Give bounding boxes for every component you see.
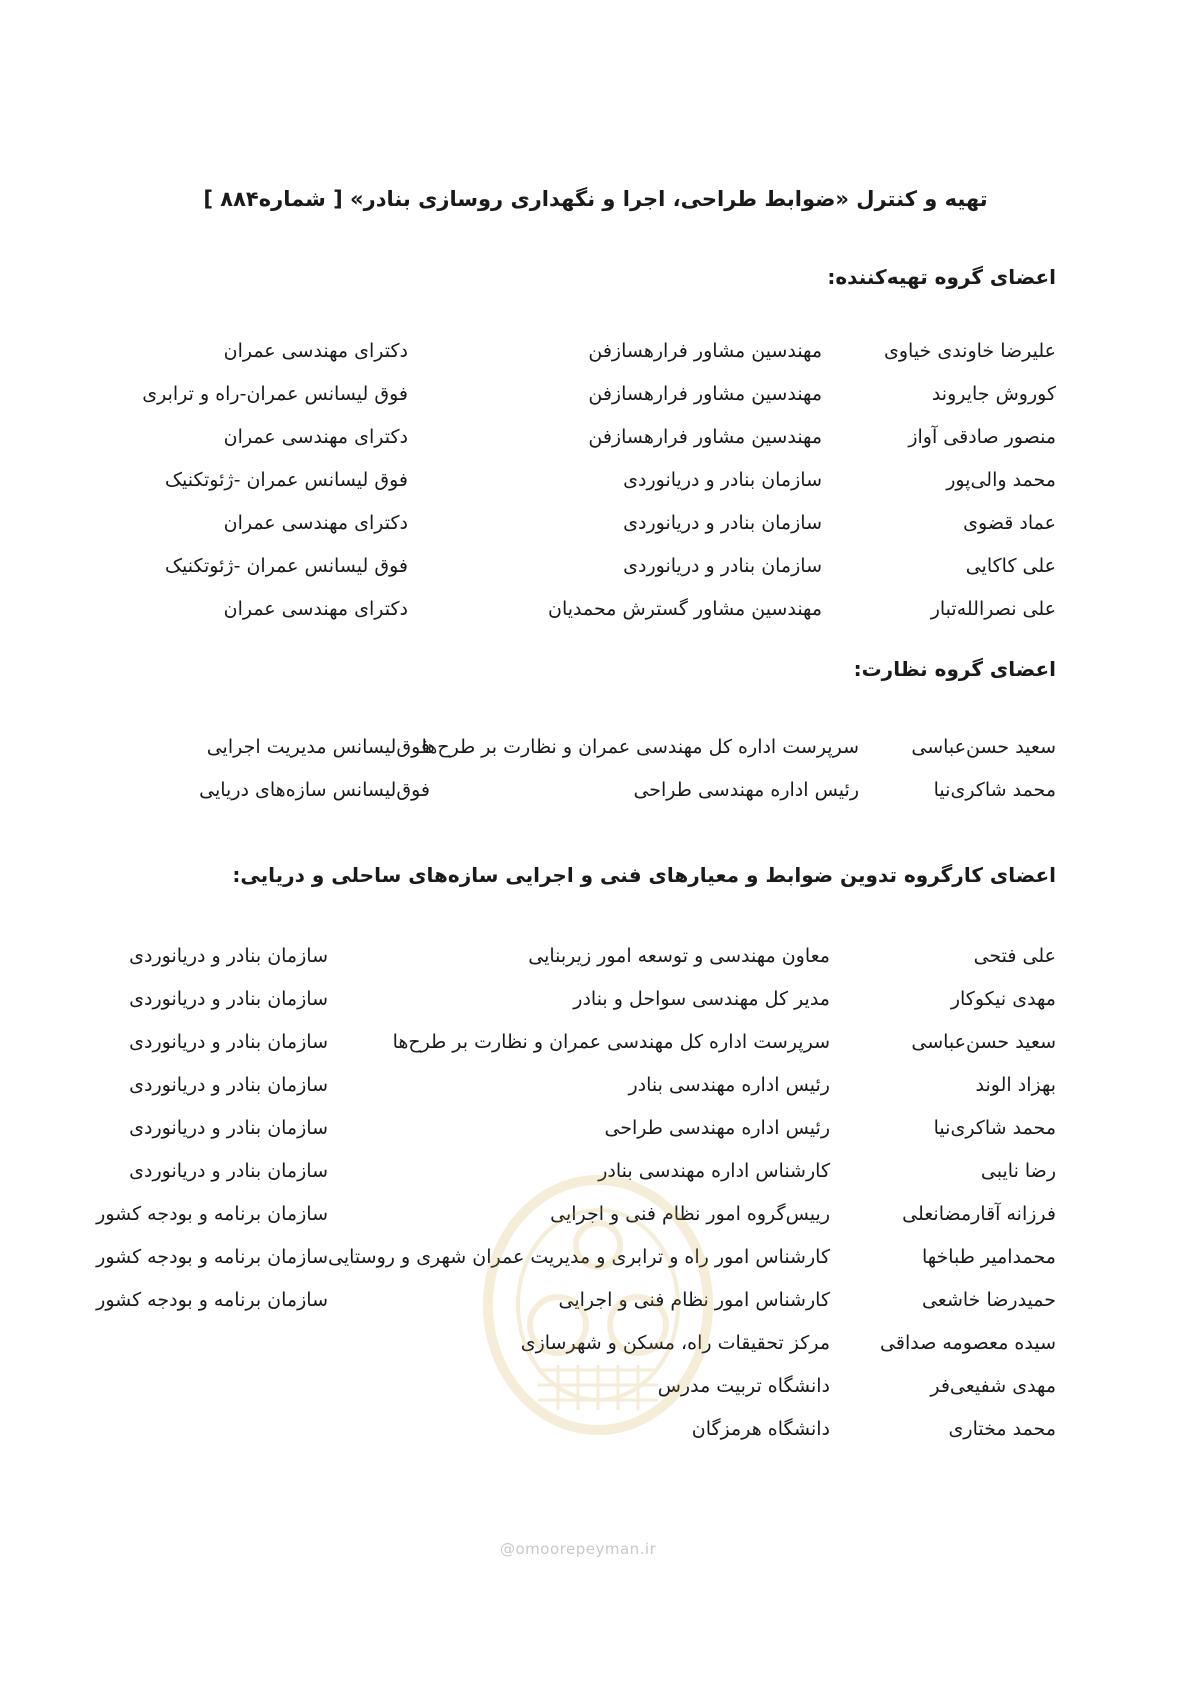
member-degree: فوق‌لیسانس مدیریت اجرایی — [206, 736, 430, 758]
member-position: دانشگاه تربیت مدرس — [657, 1375, 830, 1397]
member-position: سرپرست اداره کل مهندسی عمران و نظارت بر طرح‌ها — [392, 1031, 830, 1053]
member-org: مهندسین مشاور گسترش محمدیان — [548, 598, 822, 620]
member-org: سازمان بنادر و دریانوردی — [129, 1160, 328, 1182]
member-position: رئیس اداره مهندسی طراحی — [604, 1117, 830, 1139]
member-position: کارشناس اداره مهندسی بنادر — [598, 1160, 830, 1182]
member-name: محمد شاکری‌نیا — [933, 779, 1056, 801]
member-position: سرپرست اداره کل مهندسی عمران و نظارت بر طرح‌ها — [421, 736, 859, 758]
member-org: سازمان بنادر و دریانوردی — [129, 1074, 328, 1096]
member-org: سازمان بنادر و دریانوردی — [623, 469, 822, 491]
member-degree: دکترای مهندسی عمران — [223, 340, 408, 362]
member-position: دانشگاه هرمزگان — [691, 1418, 830, 1440]
member-position: مرکز تحقیقات راه، مسکن و شهرسازی — [520, 1332, 830, 1354]
member-name: محمدامیر طباخها — [921, 1246, 1056, 1268]
preparers-heading: اعضای گروه تهیه‌کننده: — [827, 265, 1056, 289]
member-name: علیرضا خاوندی خیاوی — [883, 340, 1056, 362]
member-name: علی فتحی — [973, 945, 1056, 967]
member-name: بهزاد الوند — [975, 1074, 1056, 1096]
member-org: سازمان بنادر و دریانوردی — [129, 988, 328, 1010]
member-org: مهندسین مشاور فرارهسازفن — [588, 340, 822, 362]
member-position: رییس‌گروه امور نظام فنی و اجرایی — [550, 1203, 830, 1225]
member-org: سازمان برنامه و بودجه کشور — [96, 1289, 328, 1311]
member-org: مهندسین مشاور فرارهسازفن — [588, 426, 822, 448]
member-degree: فوق لیسانس عمران -ژئوتکنیک — [165, 469, 408, 491]
member-name: رضا نایبی — [980, 1160, 1056, 1182]
member-name: محمد شاکری‌نیا — [933, 1117, 1056, 1139]
member-name: منصور صادقی آواز — [908, 426, 1056, 448]
member-org: مهندسین مشاور فرارهسازفن — [588, 383, 822, 405]
member-position: رئیس اداره مهندسی طراحی — [633, 779, 859, 801]
member-degree: فوق لیسانس عمران-راه و ترابری — [142, 383, 408, 405]
member-name: عماد قضوی — [963, 512, 1056, 534]
member-position: رئیس اداره مهندسی بنادر — [628, 1074, 830, 1096]
member-org: سازمان بنادر و دریانوردی — [129, 1031, 328, 1053]
member-name: علی نصرالله‌تبار — [930, 598, 1056, 620]
member-org: سازمان برنامه و بودجه کشور — [96, 1203, 328, 1225]
member-position: معاون مهندسی و توسعه امور زیربنایی — [528, 945, 830, 967]
member-org: سازمان بنادر و دریانوردی — [623, 512, 822, 534]
member-org: سازمان بنادر و دریانوردی — [129, 945, 328, 967]
member-name: کوروش جایروند — [931, 383, 1056, 405]
member-degree: دکترای مهندسی عمران — [223, 598, 408, 620]
member-org: سازمان بنادر و دریانوردی — [623, 555, 822, 577]
member-name: مهدی نیکوکار — [950, 988, 1056, 1010]
member-name: حمیدرضا خاشعی — [921, 1289, 1056, 1311]
supervisors-heading: اعضای گروه نظارت: — [853, 657, 1056, 681]
member-position: مدیر کل مهندسی سواحل و بنادر — [573, 988, 830, 1010]
page-title: تهیه و کنترل «ضوابط طراحی، اجرا و نگهداری روسازی بنادر» [ شماره۸۸۴ ] — [203, 187, 988, 211]
member-degree: فوق‌لیسانس سازه‌های دریایی — [199, 779, 430, 801]
member-name: محمد والی‌پور — [946, 469, 1056, 491]
member-degree: دکترای مهندسی عمران — [223, 512, 408, 534]
working-group-heading: اعضای کارگروه تدوین ضوابط و معیارهای فنی و اجرایی سازه‌های ساحلی و دریایی: — [232, 863, 1056, 887]
member-name: سعید حسن‌عباسی — [911, 1031, 1056, 1053]
member-position: کارشناس امور راه و ترابری و مدیریت عمران شهری و روستایی — [328, 1246, 830, 1268]
member-degree: دکترای مهندسی عمران — [223, 426, 408, 448]
member-position: کارشناس امور نظام فنی و اجرایی — [558, 1289, 830, 1311]
member-org: سازمان بنادر و دریانوردی — [129, 1117, 328, 1139]
member-name: علی کاکایی — [965, 555, 1056, 577]
watermark-logo — [478, 1175, 718, 1480]
member-name: فرزانه آقارمضانعلی — [902, 1203, 1056, 1225]
member-name: سیده معصومه صداقی — [880, 1332, 1056, 1354]
member-degree: فوق لیسانس عمران -ژئوتکنیک — [165, 555, 408, 577]
watermark-text: @omoorepeyman.ir — [500, 1540, 657, 1558]
member-org: سازمان برنامه و بودجه کشور — [96, 1246, 328, 1268]
member-name: مهدی شفیعی‌فر — [930, 1375, 1056, 1397]
member-name: محمد مختاری — [948, 1418, 1056, 1440]
member-name: سعید حسن‌عباسی — [911, 736, 1056, 758]
